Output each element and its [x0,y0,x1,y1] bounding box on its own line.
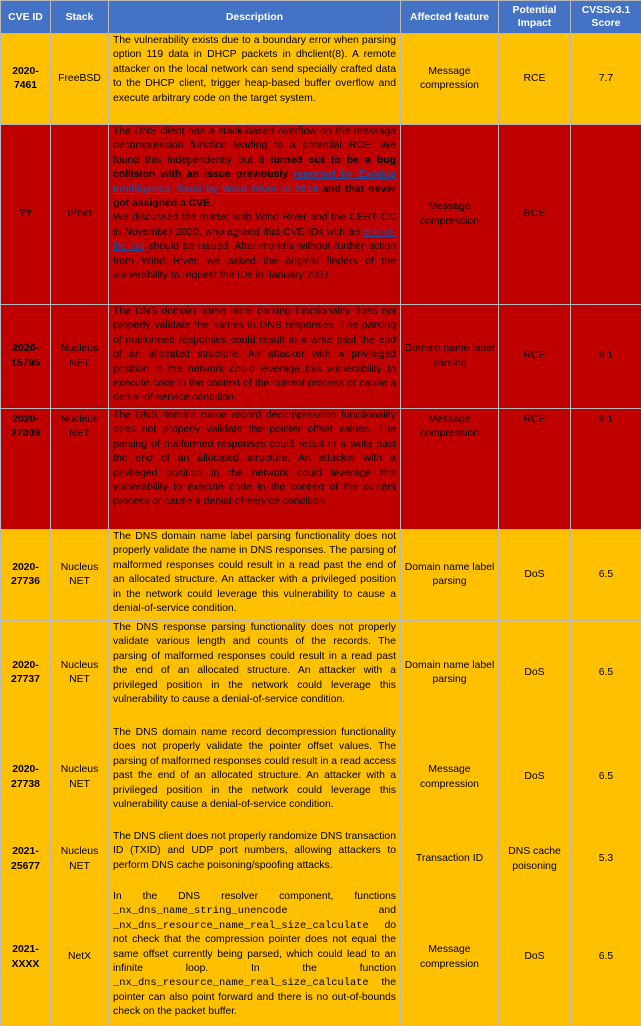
impact-cell: RCE [499,125,571,305]
description-cell [109,125,401,305]
description-text: do not check that the compression pointer does not equal the same offset currently being parsed, which could lead to an infinite loop. In the function [113,920,396,974]
stack-cell: Nucleus NET [51,530,109,621]
header-cvss-score: CVSSv3.1 Score [571,1,641,34]
feature-cell: Message compression [401,34,499,125]
cve-id-cell: 2021-25677 [1,830,51,890]
score-cell: 7.7 [571,34,641,125]
impact-cell: RCE [499,34,571,125]
description-bold-text: turned out to be a bug collision with an issue previously [113,155,396,180]
stack-cell: Nucleus NET [51,305,109,409]
cve-id-cell: 2021-XXXX [1,890,51,1026]
description-cell: The vulnerability exists due to a boundary error when parsing option 119 data in DHCP packets in dhclient(8). A remote attacker on the local network can send specially crafted data to the DHCP client, trigger heap-based buffer overflow and execute arbitrary code on the target system. [109,34,401,125]
description-text: The DNS client has a stack-based overflow on the message decompression function leading to a potential RCE. We found this independently but it [113,126,396,166]
score-cell: 6.5 [571,530,641,621]
impact-cell: DoS [499,726,571,830]
table-row [1,409,641,530]
description-text: We discussed the matter with Wind River and the CERT CC in November 2020, who agreed that CVE IDs with an [113,212,396,237]
feature-cell: Domain name label parsing [401,530,499,621]
description-cell: The DNS client does not properly randomize DNS transaction ID (TXID) and UDP port numbers, allowing attackers to perform DNS cache poisoning/spoofing attacks. [109,830,401,890]
impact-cell: DoS [499,890,571,1026]
stack-cell: Nucleus NET [51,621,109,726]
table-row [1,34,641,125]
description-cell: The DNS domain name label parsing functionality does not properly validate the names in DNS responses. The parsing of malformed responses could result in a write past the end of an allocated structure. An attacker with a privileged position in the network could leverage this vulnerability to execute code in the context of the current process or cause a denial-of-service condition. [109,305,401,409]
score-cell: 6.5 [571,726,641,830]
table-row [1,726,641,830]
cve-id-cell: 2020-27009 [1,409,51,530]
impact-cell: RCE [499,305,571,409]
description-text: In the DNS resolver component, functions [113,891,396,902]
score-cell: 5.3 [571,830,641,890]
function-name-code: _nx_dns_name_string_unencode [113,905,288,917]
cve-id-cell: 2020-15795 [1,305,51,409]
header-potential-impact: Potential Impact [499,1,571,34]
description-cell [109,890,401,1026]
impact-cell: DNS cache poisoning [499,830,571,890]
score-cell [571,125,641,305]
feature-cell: Domain name label parsing [401,305,499,409]
cve-id-cell: 2020-27736 [1,530,51,621]
header-cve-id: CVE ID [1,1,51,34]
impact-cell: DoS [499,621,571,726]
function-name-code: _nx_dns_resource_name_real_size_calculate [113,977,369,989]
score-cell: 6.5 [571,890,641,1026]
function-name-code: _nx_dns_resource_name_real_size_calculate [113,920,369,932]
table-row [1,530,641,621]
header-stack: Stack [51,1,109,34]
description-text: the pointer can also point forward and there is no out-of-bounds check on the packet buffer. [113,977,396,1017]
table-row [1,305,641,409]
stack-cell: FreeBSD [51,34,109,125]
score-cell: 8.1 [571,305,641,409]
stack-cell: Nucleus NET [51,726,109,830]
cve-id-cell: ?? [1,125,51,305]
table-row [1,830,641,890]
cve-id-cell: 2020-27738 [1,726,51,830]
exodus-report-link[interactable]: reported by Exodus Intelligence, fixed by Wind River in 2016 [113,169,396,194]
feature-cell: Transaction ID [401,830,499,890]
description-cell: The DNS domain name record decompression functionality does not properly validate the pointer offset values. The parsing of malformed responses could result in a read access past the end of an allocated structure. An attacker with a privileged position in the network could leverage this vulnerability cause a denial-of-service condition. [109,726,401,830]
stack-cell: Nucleus NET [51,409,109,530]
description-text: should be issued. After months without further action from Wind River, we asked the original finders of the vulnerability to request the IDs in January 2021. [113,241,396,281]
description-cell: The DNS domain name label parsing functionality does not properly validate the name in DNS responses. The parsing of malformed responses could result in a read past the end of an allocated structure. An attacker with a privileged position in the network could leverage this vulnerability to cause a denial-of-service condition. [109,530,401,621]
feature-cell: Message compression [401,726,499,830]
score-cell: 8.1 [571,409,641,530]
impact-cell: RCE [499,409,571,530]
feature-cell: Message compression [401,890,499,1026]
table-row [1,621,641,726]
stack-cell: Nucleus NET [51,830,109,890]
table-row [1,890,641,1026]
feature-cell: Message compression [401,125,499,305]
header-description: Description [109,1,401,34]
feature-cell: Message compression [401,409,499,530]
end-of-life-tag-link[interactable]: end-of-life tag [113,227,396,252]
description-bold-text: and that never got assigned a CVE. [113,184,396,209]
description-text [113,211,396,283]
header-row [1,1,641,34]
stack-cell: NetX [51,890,109,1026]
table-row [1,125,641,305]
description-text: and [379,905,396,916]
stack-cell: IPnet [51,125,109,305]
feature-cell: Domain name label parsing [401,621,499,726]
cve-id-cell: 2020-27737 [1,621,51,726]
description-cell: The DNS domain name record decompression functionality does not properly validate the pointer offset values. The parsing of malformed responses could result in a write past the end of an allocated structure. An attacker with a privileged position in the network could leverage this vulnerability to execute code in the context of the current process or cause a denial-of-service condition. [109,409,401,530]
score-cell: 6.5 [571,621,641,726]
header-affected-feature: Affected feature [401,1,499,34]
description-cell: The DNS response parsing functionality does not properly validate various length and counts of the records. The parsing of malformed responses could result in a read past the end of an allocated structure. An attacker with a privileged position in the network could leverage this vulnerability to cause a denial-of-service condition. [109,621,401,726]
impact-cell: DoS [499,530,571,621]
cve-id-cell: 2020-7461 [1,34,51,125]
